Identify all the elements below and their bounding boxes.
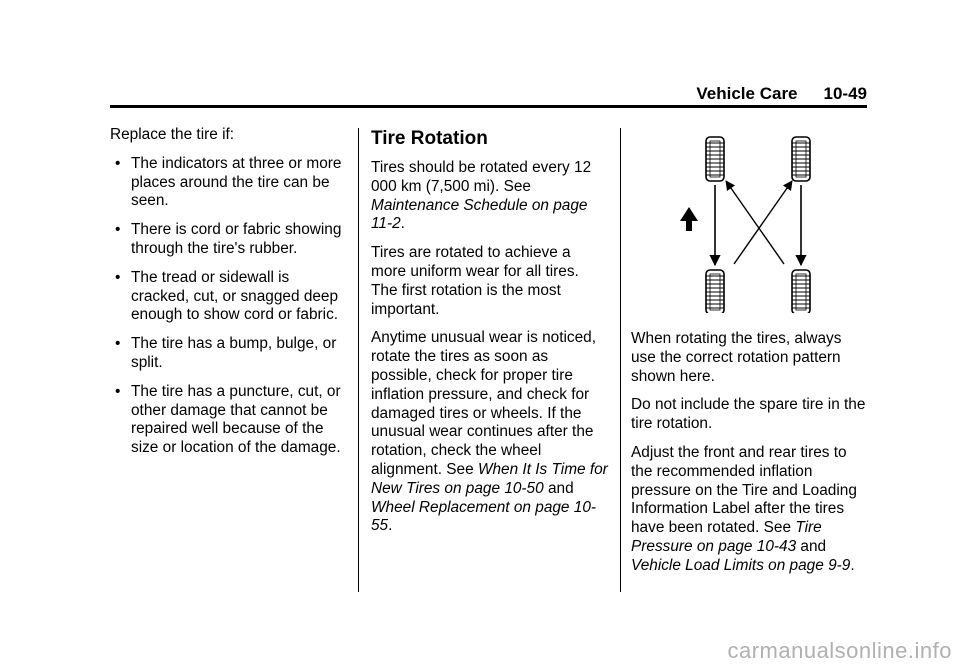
watermark: carmanualsonline.info — [727, 638, 952, 663]
paragraph: Anytime unusual wear is noticed, rotate the tires as soon as possible, check for proper tire inflation pressure, and check for damaged tires or wheels. If the unusual wear continues after the rotation, check the wheel alignment. See When It Is Time for New Tires on page 10-50 and Wheel Replacement on page 10-55. — [371, 329, 608, 535]
list-item-text: There is cord or fabric showing through the tire's rubber. — [131, 221, 342, 257]
column-divider — [620, 128, 621, 592]
vehicle-load-limits-link[interactable]: Vehicle Load Limits on page 9-9 — [631, 556, 851, 574]
tire-icon — [792, 137, 810, 181]
list-item — [110, 383, 345, 458]
column-left — [110, 126, 345, 468]
bullet-icon: • — [115, 382, 121, 400]
section-title-header: Vehicle Care — [696, 84, 798, 103]
list-item-text: The tire has a puncture, cut, or other damage that cannot be repaired well because of the size or location of the damage. — [131, 382, 341, 457]
maintenance-schedule-link[interactable]: Maintenance Schedule on page 11-2 — [371, 196, 588, 233]
page-number: 10-49 — [823, 84, 867, 103]
paragraph: Tires should be rotated every 12 000 km (7,500 mi). See Maintenance Schedule on page 11-2. — [371, 159, 592, 233]
replace-tire-intro: Replace the tire if: — [110, 126, 235, 143]
list-item — [110, 155, 345, 211]
bullet-icon: • — [115, 154, 121, 172]
list-item-text: The indicators at three or more places around the tire can be seen. — [131, 154, 342, 210]
tire-pressure-link[interactable]: Tire Pressure on page 10-43 — [631, 519, 822, 555]
column-right — [631, 330, 867, 586]
tire-rotation-diagram — [650, 133, 830, 313]
paragraph: Tires are rotated to achieve a more uniform wear for all tires. The first rotation is the most important. — [371, 244, 579, 318]
tire-icon — [706, 137, 724, 181]
replace-tire-list — [110, 155, 345, 458]
rotation-arrow-icon — [726, 181, 784, 264]
bullet-icon: • — [115, 335, 121, 353]
page-header — [110, 84, 867, 104]
paragraph: Adjust the front and rear tires to the recommended inflation pressure on the Tire and Loading Information Label after the tires have been rotated. See Tire Pressure on page 10-43 and Vehicle Load Limits on page 9-9. — [631, 443, 857, 574]
new-tires-link[interactable]: When It Is Time for New Tires on page 10-50 — [371, 460, 608, 497]
wheel-replacement-link[interactable]: Wheel Replacement on page 10-55 — [371, 498, 597, 535]
tire-icon — [792, 270, 810, 313]
bullet-icon: • — [115, 268, 121, 286]
paragraph: When rotating the tires, always use the correct rotation pattern shown here. — [631, 330, 842, 385]
rotation-arrow-icon — [734, 181, 792, 264]
list-item — [110, 269, 345, 325]
list-item-text: The tire has a bump, bulge, or split. — [131, 335, 337, 371]
list-item — [110, 335, 345, 373]
column-divider — [358, 128, 359, 592]
header-rule — [110, 105, 867, 108]
list-item-text: The tread or sidewall is cracked, cut, or snagged deep enough to show cord or fabric. — [131, 268, 339, 324]
forward-arrow-icon — [680, 207, 698, 231]
list-item — [110, 221, 345, 259]
column-middle — [371, 128, 609, 546]
tire-icon — [706, 270, 724, 313]
bullet-icon: • — [115, 221, 121, 239]
paragraph: Do not include the spare tire in the tire rotation. — [631, 396, 866, 433]
section-heading: Tire Rotation — [371, 128, 488, 149]
